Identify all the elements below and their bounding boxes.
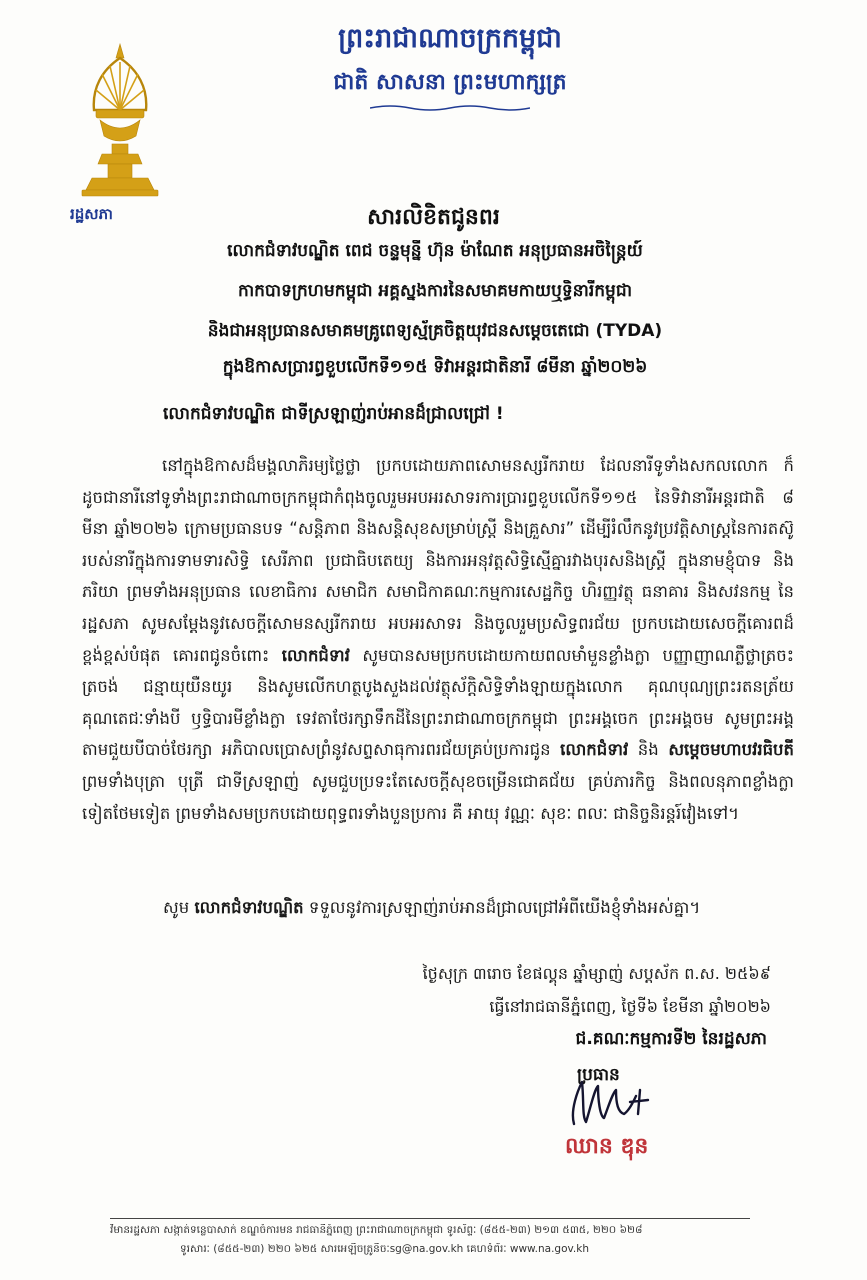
place-date: ធ្វើនៅរាជធានីភ្នំពេញ, ថ្ងៃទី៦ ខែមីនា ឆ្នាំ២០២៦	[489, 997, 771, 1016]
footer-address: វិមានរដ្ឋសភា សង្កាត់ទន្លេបាសាក់ ខណ្ឌចំការមន រាជធានីភ្នំពេញ ព្រះរាជាណាចក្រកម្ពុជា ទូរស័ព្ទៈ (៨៥៥-២៣) ២១៣ ៥៣៥, ២២០ ៦២៨	[110, 1224, 643, 1236]
closing-line	[163, 898, 700, 922]
handwritten-signature-icon	[560, 1060, 680, 1140]
letter-body	[82, 450, 794, 829]
body-bold-3: សម្តេចមហាបវរធិបតី	[668, 740, 794, 760]
salutation: លោកជំទាវបណ្ឌិត ជាទីស្រឡាញ់រាប់អានដ៏ជ្រាលជ្រៅ !	[163, 404, 504, 424]
header-ornament-icon	[370, 104, 530, 112]
closing-pre: សូម	[163, 898, 195, 917]
body-text-1: នៅក្នុងឱកាសដ៏មង្គលាភិរម្យថ្លៃថ្លា ប្រកបដោយភាពសោមនស្សរីករាយ ដែលនារីទូទាំងសកលលោក ក៏ដូចជានារីនៅទូទាំងព្រះរាជាណាចក្រកម្ពុជាកំពុងចូលរួមអបអរសាទរការប្រារព្ធខួបលើកទី១១៥ នៃទិវានារីអន្តរជាតិ ៨ មីនា ឆ្នាំ២០២៦ ក្រោមប្រធានបទ “សន្តិភាព និងសន្តិសុខសម្រាប់ស្ត្រី និងគ្រួសារ” ដើម្បីរំលឹកនូវប្រវត្តិសាស្ត្រនៃការតស៊ូរបស់នារីក្នុងការទាមទារសិទ្ធិ សេរីភាព ប្រជាធិបតេយ្យ និងការអនុវត្តសិទ្ធិស្មើគ្នារវាងបុរសនិងស្ត្រី ក្នុងនាមខ្ញុំបាទ និងភរិយា ព្រមទាំងអនុប្រធាន លេខាធិការ សមាជិក សមាជិកាគណៈកម្មការសេដ្ឋកិច្ច ហិរញ្ញវត្ថុ ធនាគារ និងសវនកម្ម នៃរដ្ឋសភា សូមសម្តែងនូវសេចក្តីសោមនស្សរីករាយ អបអរសាទរ និងចូលរួមប្រសិទ្ធពរជ័យ ប្រកបដោយសេចក្តីគោរពដ៏ខ្ពង់ខ្ពស់បំផុត គោរពជូនចំពោះ	[82, 456, 794, 665]
body-bold-1: លោកជំទាវ	[281, 645, 350, 665]
body-text-3: និង	[628, 740, 669, 760]
document-title: សារលិខិតជូនពរ	[367, 205, 500, 230]
institution-label: រដ្ឋសភា	[70, 205, 113, 223]
closing-post: ទទួលនូវការស្រឡាញ់រាប់អានដ៏ជ្រាលជ្រៅអំពីយើងខ្ញុំទាំងអស់គ្នា។	[303, 898, 701, 917]
closing-bold: លោកជំទាវបណ្ឌិត	[194, 898, 304, 917]
body-text-2: សូមបានសមប្រកបដោយកាយពលមាំមួនខ្លាំងក្លា បញ្ញាញាណភ្លឺថ្លាត្រចះត្រចង់ ជន្មាយុយឺនយូរ និងសូមលើកហត្ថបូងសួងដល់វត្ថុស័ក្តិសិទ្ធិទាំងឡាយក្នុងលោក គុណបុណ្យព្រះរតនត្រ័យ គុណតេជៈទាំងបី ឫទ្ធិបារមីខ្លាំងក្លា ទេវតាថែរក្សាទឹកដីនៃព្រះរាជាណាចក្រកម្ពុជា ព្រះអង្គចេក ព្រះអង្គចម សូមព្រះអង្គតាមជួយបីបាច់ថែរក្សា អភិបាលប្រោសព្រំនូវសព្ទសាធុការពរជ័យគ្រប់ប្រការជូន	[82, 645, 794, 760]
national-assembly-emblem-icon	[72, 40, 168, 200]
lunar-date: ថ្ងៃសុក្រ ៣រោច ខែផល្គុន ឆ្នាំម្សាញ់ សប្តស័ក ព.ស. ២៥៦៩	[422, 964, 771, 983]
body-text-4: ព្រមទាំងបុត្រា បុត្រី ជាទីស្រឡាញ់ សូមជួបប្រទះតែសេចក្តីសុខចម្រើនជោគជ័យ គ្រប់ភារកិច្ច និងពលនុភាពខ្លាំងក្លាទៀតថែមទៀត ព្រមទាំងសមប្រកបដោយពុទ្ធពរទាំងបួនប្រការ គឺ អាយុ វណ្ណៈ សុខៈ ពលៈ ជានិច្ចនិរន្តរ៍វៀងទៅ។	[82, 771, 794, 823]
signer-name: ឈាន ឌុន	[565, 1134, 649, 1159]
national-motto: ជាតិ សាសនា ព្រះមហាក្សត្រ	[333, 69, 567, 95]
subtitle-line-4: ក្នុងឱកាសប្រារព្ធខួបលើកទី១១៥ ទិវាអន្តរជាតិនារី ៨មីនា ឆ្នាំ២០២៦	[222, 357, 648, 377]
subtitle-line-2: កាកបាទក្រហមកម្ពុជា អគ្គស្នងការនៃសមាគមកាយឬទ្ធិនារីកម្ពុជា	[237, 281, 633, 301]
subtitle-line-1: លោកជំទាវបណ្ឌិត ពេជ ចន្ទមុន្នី ហ៊ុន ម៉ាណែត អនុប្រធានអចិន្ត្រៃយ៍	[227, 241, 643, 261]
committee-title: ជ.គណៈកម្មការទី២ នៃរដ្ឋសភា	[575, 1029, 767, 1049]
signer-role: ប្រធាន	[577, 1065, 620, 1085]
footer-contact: ទូរសារៈ (៨៥៥-២៣) ២២០ ៦២៥ សារអេឡិចត្រូនិចៈsg@na.gov.kh គេហទំព័រៈ www.na.gov.kh	[180, 1243, 589, 1255]
subtitle-line-3: និងជាអនុប្រធានសមាគមគ្រូពេទ្យស្ម័គ្រចិត្តយុវជនសម្តេចតេជោ (TYDA)	[207, 321, 663, 341]
footer-divider	[110, 1218, 750, 1219]
body-bold-2: លោកជំទាវ	[560, 740, 629, 760]
kingdom-title: ព្រះរាជាណាចក្រកម្ពុជា	[338, 23, 562, 54]
